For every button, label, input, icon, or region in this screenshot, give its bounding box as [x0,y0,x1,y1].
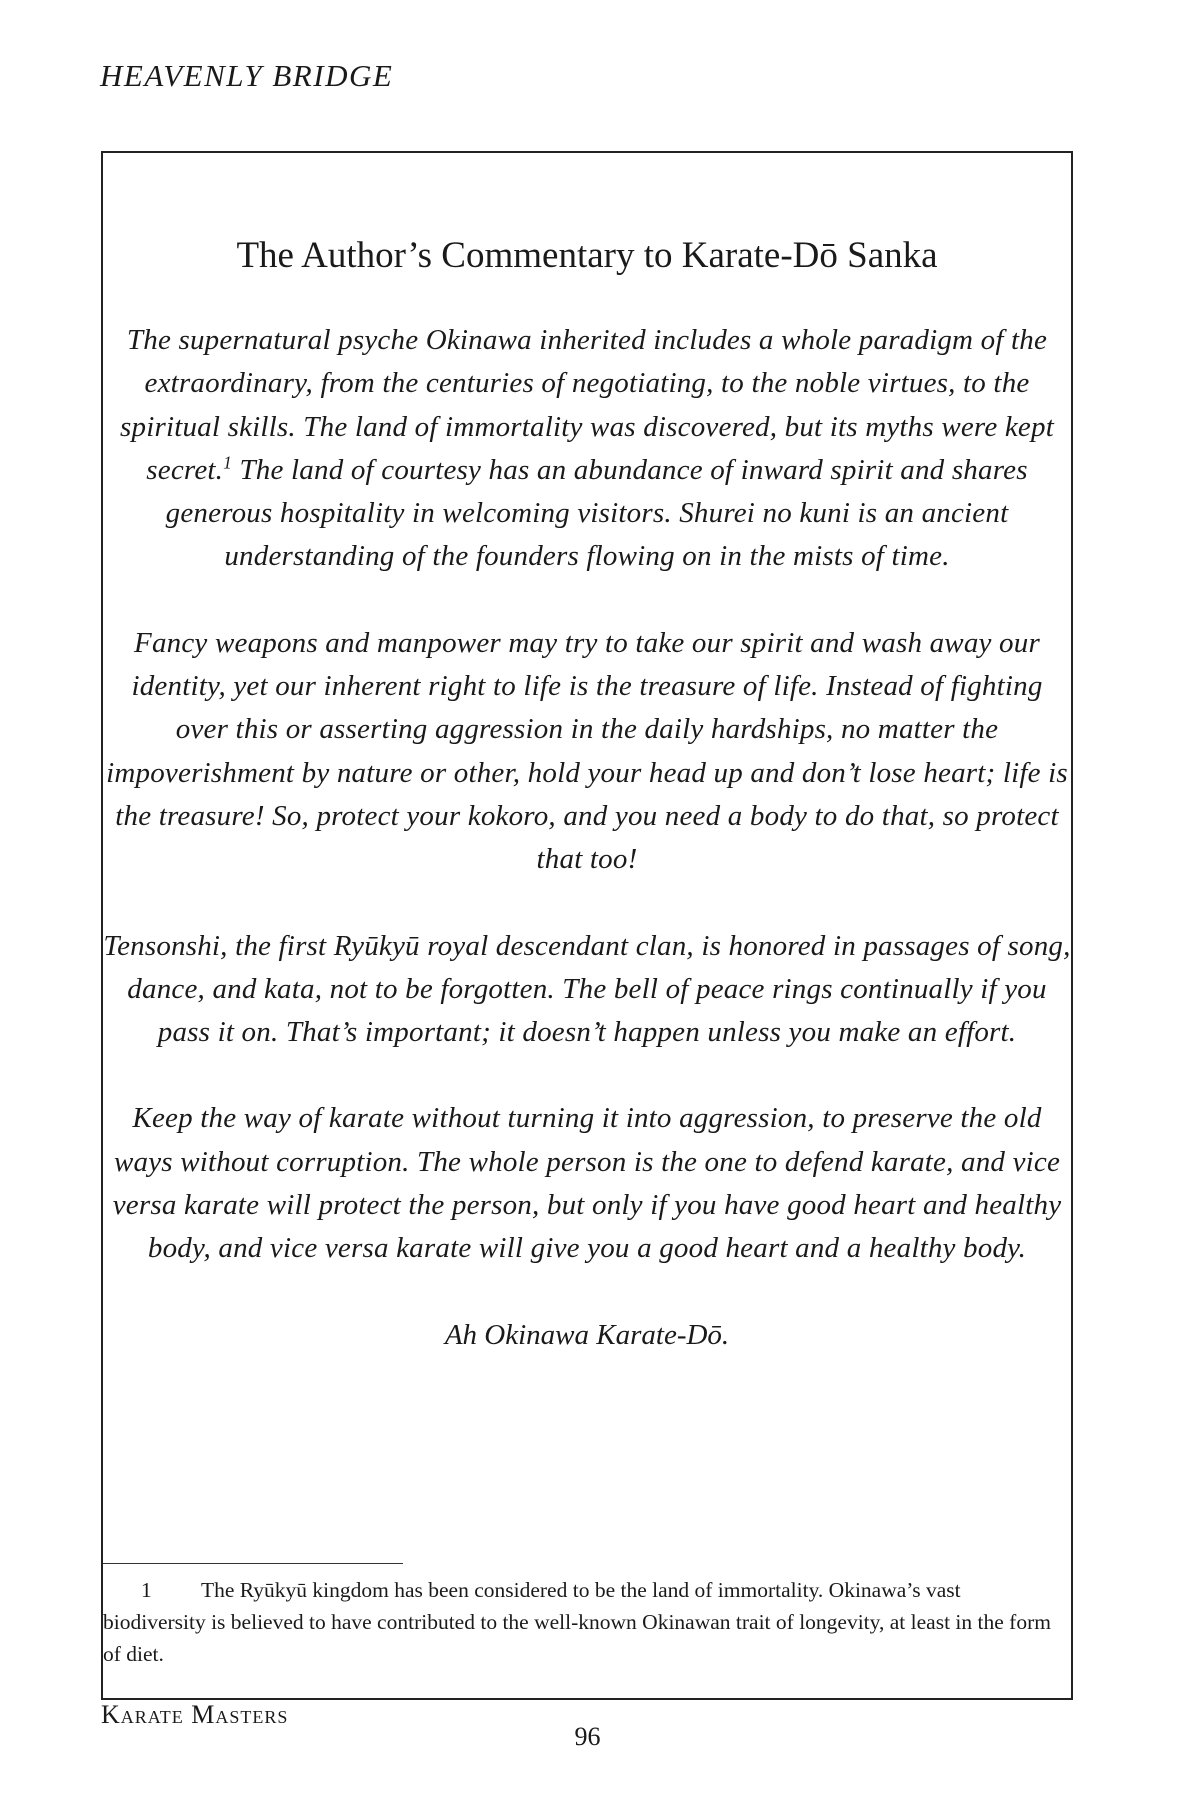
footnote-text: The Ryūkyū kingdom has been considered to be the land of immortality. Okinawa’s vast biodiversity is believed to have contributed to the well-known Okinawan trait of longevity, at least in the form of diet. [103,1578,1051,1666]
footnote [103,1574,1059,1670]
paragraph-1 [103,319,1071,579]
paragraph-1-part-b: The land of courtesy has an abundance of inward spirit and shares generous hospitality in welcoming visitors. Shurei no kuni is an ancient understanding of the founders flowing on in the mists of time. [165,453,1028,573]
running-head: HEAVENLY BRIDGE [100,58,394,93]
footnote-number: 1 [141,1578,152,1602]
paragraph-4: Keep the way of karate without turning it into aggression, to preserve the old ways without corruption. The whole person is the one to defend karate, and vice versa karate will protect the person, but only if you have good heart and healthy body, and vice versa karate will give you a good heart and a healthy body. [112,1102,1062,1265]
footnote-divider [103,1563,403,1564]
paragraph-1-part-a: The supernatural psyche Okinawa inherited includes a whole paradigm of the extraordinary, from the centuries of negotiating, to the noble virtues, to the spiritual skills. The land of immortality was discovered, but its myths were kept secret. [120,324,1054,486]
paragraph-2: Fancy weapons and manpower may try to take our spirit and wash away our identity, yet our inherent right to life is the treasure of life. Instead of fighting over this or asserting aggression in the daily hardships, no matter the impoverishment by nature or other, hold your head up and don’t lose heart; life is the treasure! So, protect your kokoro, and you need a body to do that, so protect that too! [106,626,1068,876]
closing-line: Ah Okinawa Karate-Dō. [444,1318,730,1351]
commentary-title: The Author’s Commentary to Karate-Dō Sanka [236,235,938,276]
commentary-box [101,151,1073,1700]
paragraph-3: Tensonshi, the first Ryūkyū royal descendant clan, is honored in passages of song, dance, and kata, not to be forgotten. The bell of peace rings continually if you pass it on. That’s important; it doesn’t happen unless you make an effort. [103,929,1071,1049]
footnote-reference: 1 [223,452,233,473]
page-number: 96 [574,1722,601,1751]
running-foot: Karate Masters [101,1700,289,1729]
commentary-body [103,319,1071,1357]
